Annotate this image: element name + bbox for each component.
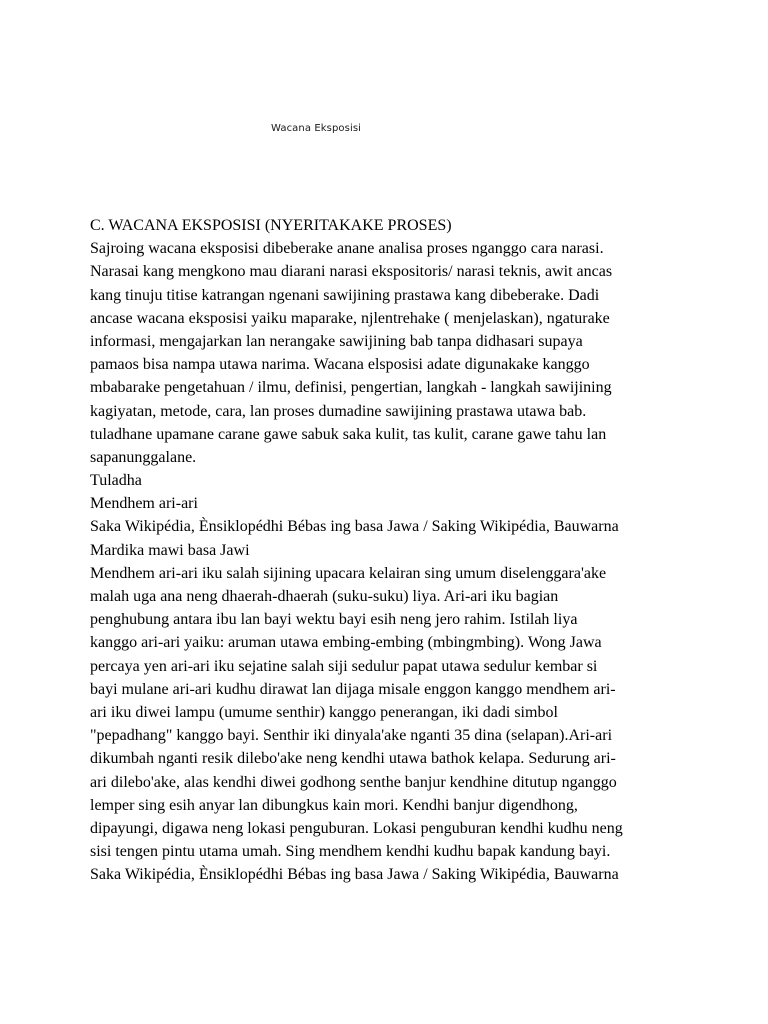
body-line: Sajroing wacana eksposisi dibeberake anane analisa proses nganggo cara narasi. bbox=[90, 240, 604, 258]
body-line: kanggo ari-ari yaiku: aruman utawa embing-embing (mbingmbing). Wong Jawa bbox=[90, 634, 602, 652]
body-line: Mendhem ari-ari iku salah sijining upacara kelairan sing umum diselenggara'ake bbox=[90, 564, 607, 582]
body-line: Narasai kang mengkono mau diarani narasi ekspositoris/ narasi teknis, awit ancas bbox=[90, 263, 613, 281]
body-line: pamaos bisa nampa utawa narima. Wacana elsposisi adate digunakake kanggo bbox=[90, 356, 590, 374]
body-line: ancase wacana eksposisi yaiku maparake, njlentrehake ( menjelaskan), ngaturake bbox=[90, 309, 610, 327]
body-line: tuladhane upamane carane gawe sabuk saka kulit, tas kulit, carane gawe tahu lan bbox=[90, 425, 607, 443]
body-line: ari iku diwei lampu (umume senthir) kanggo penerangan, iki dadi simbol bbox=[90, 703, 558, 721]
body-line: dipayungi, digawa neng lokasi penguburan. Lokasi penguburan kendhi kudhu neng bbox=[90, 819, 623, 837]
source-line: Mardika mawi basa Jawi bbox=[90, 541, 250, 559]
body-line: sapanunggalane. bbox=[90, 448, 197, 466]
running-header-title: Wacana Eksposisi bbox=[271, 123, 362, 134]
section-heading: C. WACANA EKSPOSISI (NYERITAKAKE PROSES) bbox=[90, 217, 452, 234]
document-body bbox=[90, 214, 690, 886]
example-label: Tuladha bbox=[90, 472, 142, 490]
body-line: percaya yen ari-ari iku sejatine salah siji sedulur papat utawa sedulur kembar si bbox=[90, 657, 598, 675]
body-line: mbabarake pengetahuan / ilmu, definisi, pengertian, langkah - langkah sawijining bbox=[90, 379, 612, 397]
body-line: ari dilebo'ake, alas kendhi diwei godhong senthe banjur kendhine ditutup nganggo bbox=[90, 773, 617, 791]
body-line: kagiyatan, metode, cara, lan proses dumadine sawijining prastawa utawa bab. bbox=[90, 402, 587, 420]
body-line: sisi tengen pintu utama umah. Sing mendhem kendhi kudhu bapak kandung bayi. bbox=[90, 843, 611, 861]
body-line: malah uga ana neng dhaerah-dhaerah (suku-suku) liya. Ari-ari iku bagian bbox=[90, 588, 559, 605]
body-line: "pepadhang" kanggo bayi. Senthir iki dinyala'ake nganti 35 dina (selapan).Ari-ari bbox=[90, 727, 613, 745]
source-line: Saka Wikipédia, Ènsiklopédhi Bébas ing basa Jawa / Saking Wikipédia, Bauwarna bbox=[90, 866, 619, 884]
body-line: kang tinuju titise katrangan ngenani sawijining prastawa kang dibeberake. Dadi bbox=[90, 286, 600, 304]
example-title: Mendhem ari-ari bbox=[90, 495, 198, 513]
body-line: bayi mulane ari-ari kudhu dirawat lan dijaga misale enggon kanggo mendhem ari- bbox=[90, 680, 616, 698]
source-line: Saka Wikipédia, Ènsiklopédhi Bébas ing basa Jawa / Saking Wikipédia, Bauwarna bbox=[90, 518, 619, 536]
body-line: dikumbah nganti resik dilebo'ake neng kendhi utawa bathok kelapa. Sedurung ari- bbox=[90, 750, 616, 768]
body-line: penghubung antara ibu lan bayi wektu bayi esih neng jero rahim. Istilah liya bbox=[90, 611, 578, 629]
body-line: lemper sing esih anyar lan dibungkus kain mori. Kendhi banjur digendhong, bbox=[90, 796, 578, 814]
body-line: informasi, mengajarkan lan nerangake sawijining bab tanpa didhasari supaya bbox=[90, 332, 583, 350]
